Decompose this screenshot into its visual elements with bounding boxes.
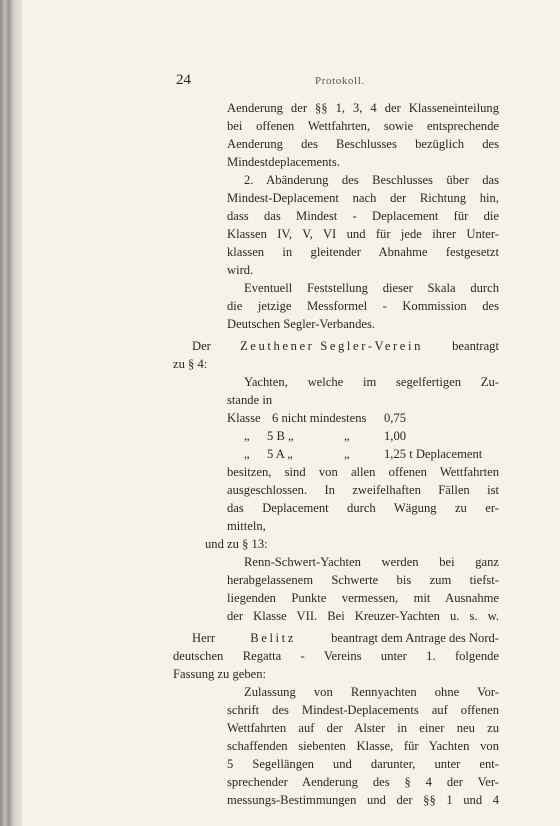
- text-line: Fassung zu geben:: [173, 667, 267, 681]
- text-line: messungs-Bestimmungen und der §§ 1 und 4: [227, 793, 499, 807]
- text-line: Yachten, welche im segelfertigen Zu-: [244, 375, 499, 389]
- text-line: klassen in gleitender Abnahme festgesetzt: [227, 245, 499, 259]
- table-cell: Klasse: [227, 411, 261, 425]
- text-line: Klassen IV, V, VI und für jede ihrer Unter-: [227, 227, 499, 241]
- association-name: Zeuthener Segler-Verein: [240, 339, 423, 353]
- text-line: besitzen, sind von allen offenen Wettfahrten: [227, 465, 499, 479]
- table-cell: 1,00: [384, 429, 407, 443]
- table-cell: „: [344, 447, 350, 461]
- table-cell: „: [344, 429, 350, 443]
- text-line: 5 Segellängen und darunter, unter ent-: [227, 757, 499, 771]
- person-name: Belitz: [250, 631, 296, 645]
- text-line: das Deplacement durch Wägung zu er-: [227, 501, 499, 515]
- text-line: bei offenen Wettfahrten, sowie entsprechende: [227, 119, 499, 133]
- text-line: mitteln,: [227, 519, 266, 533]
- text-fragment: beantragt: [452, 339, 499, 353]
- book-binding-shadow: [0, 0, 22, 826]
- text-line: sprechender Aenderung des § 4 der Ver-: [227, 775, 499, 789]
- table-cell: „: [244, 447, 250, 461]
- page-number: 24: [176, 72, 191, 88]
- page-header: [0, 72, 560, 92]
- text-line: zu § 4:: [173, 357, 208, 371]
- text-fragment: Herr: [192, 631, 216, 645]
- text-line: Wettfahrten auf der Alster in einer neu zu: [227, 721, 499, 735]
- text-line: 2. Abänderung des Beschlusses über das: [244, 173, 499, 187]
- text-line: ausgeschlossen. In zweifelhaften Fällen ist: [227, 483, 499, 497]
- text-line: Deutschen Segler-Verbandes.: [227, 317, 376, 331]
- table-cell: „: [244, 429, 250, 443]
- text-line: liegenden Punkte vermessen, mit Ausnahme: [227, 591, 499, 605]
- text-line: wird.: [227, 263, 254, 277]
- text-line: Renn-Schwert-Yachten werden bei ganz: [244, 555, 499, 569]
- text-fragment: beantragt dem Antrage des Nord-: [331, 631, 499, 645]
- text-line: dass das Mindest - Deplacement für die: [227, 209, 499, 223]
- text-line: Zulassung von Rennyachten ohne Vor-: [244, 685, 499, 699]
- text-line: [192, 629, 499, 647]
- text-line: und zu § 13:: [205, 537, 268, 551]
- text-line: Aenderung des Beschlusses bezüglich des: [227, 137, 499, 151]
- text-line: Eventuell Feststellung dieser Skala durch: [244, 281, 499, 295]
- text-line: herabgelassenem Schwerte bis zum tiefst-: [227, 573, 499, 587]
- text-line: schaffenden siebenten Klasse, für Yachten von: [227, 739, 499, 753]
- table-cell: 0,75: [384, 411, 407, 425]
- table-cell: 5 B „: [267, 429, 294, 443]
- table-cell: 6 nicht mindestens: [272, 411, 367, 425]
- text-line: schrift des Mindest-Deplacements auf offenen: [227, 703, 499, 717]
- table-cell: 5 A „: [267, 447, 293, 461]
- table-cell: 1,25 t Deplacement: [384, 447, 483, 461]
- text-fragment: Der: [192, 339, 211, 353]
- text-line: stande in: [227, 393, 273, 407]
- running-title: Protokoll.: [315, 75, 365, 87]
- text-line: Mindest-Deplacement nach der Richtung hin,: [227, 191, 499, 205]
- text-line: Mindestdeplacements.: [227, 155, 340, 169]
- text-line: die jetzige Messformel - Kommission des: [227, 299, 499, 313]
- text-line: [192, 337, 499, 355]
- text-line: Aenderung der §§ 1, 3, 4 der Klasseneinteilung: [227, 101, 499, 115]
- text-line: deutschen Regatta - Vereins unter 1. folgende: [173, 649, 499, 663]
- text-line: der Klasse VII. Bei Kreuzer-Yachten u. s. w.: [227, 609, 499, 623]
